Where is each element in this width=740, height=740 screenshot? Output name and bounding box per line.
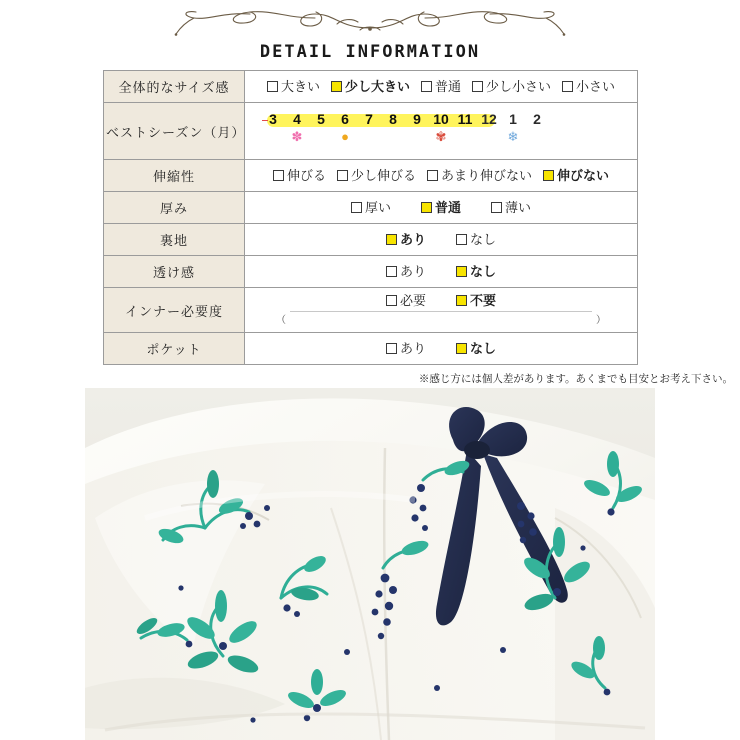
season-month: 1 <box>509 111 517 127</box>
season-month: 4 <box>293 111 301 127</box>
option-stretch-little[interactable]: あまり伸びない <box>427 169 532 182</box>
checkbox-icon[interactable] <box>427 170 438 181</box>
option-stretch-yes[interactable]: 伸びる <box>273 169 326 182</box>
inner-necessity-note-field <box>276 311 606 326</box>
row-value-thickness <box>245 192 638 224</box>
option-lining-no[interactable]: なし <box>456 233 496 246</box>
checkbox-icon[interactable] <box>456 234 467 245</box>
table-row <box>104 256 638 288</box>
detail-information-table-wrap <box>103 70 637 365</box>
table-row <box>104 333 638 365</box>
season-month: 9 <box>413 111 421 127</box>
option-inner-not-required[interactable]: 不要 <box>456 294 496 307</box>
option-group-pocket <box>249 342 633 355</box>
option-group-sheerness <box>249 265 633 278</box>
option-thickness-thin[interactable]: 薄い <box>491 201 531 214</box>
season-month: 5 <box>317 111 325 127</box>
option-group-inner-necessity <box>249 294 633 307</box>
option-group-thickness <box>249 201 633 214</box>
checkbox-icon[interactable] <box>267 81 278 92</box>
note-underline <box>290 311 592 312</box>
checkbox-icon[interactable] <box>337 170 348 181</box>
maple-leaf-icon: ✾ <box>435 129 447 144</box>
table-row <box>104 192 638 224</box>
season-month: 8 <box>389 111 397 127</box>
option-pocket-no[interactable]: なし <box>456 342 496 355</box>
row-value-inner-necessity <box>245 288 638 333</box>
sun-icon: ● <box>341 129 349 144</box>
option-thickness-thick[interactable]: 厚い <box>351 201 391 214</box>
checkbox-checked-icon[interactable] <box>456 343 467 354</box>
option-size-large[interactable]: 大きい <box>267 80 320 93</box>
table-row <box>104 103 638 160</box>
table-row <box>104 71 638 103</box>
checkbox-checked-icon[interactable] <box>386 234 397 245</box>
checkbox-checked-icon[interactable] <box>421 202 432 213</box>
row-label-stretch: 伸縮性 <box>104 160 245 192</box>
checkbox-icon[interactable] <box>386 295 397 306</box>
table-row <box>104 224 638 256</box>
season-month: 2 <box>533 111 541 127</box>
row-label-lining: 裏地 <box>104 224 245 256</box>
checkbox-checked-icon[interactable] <box>456 266 467 277</box>
checkbox-icon[interactable] <box>386 266 397 277</box>
checkbox-icon[interactable] <box>351 202 362 213</box>
checkbox-icon[interactable] <box>562 81 573 92</box>
season-month-labels <box>261 109 621 129</box>
checkbox-icon[interactable] <box>421 81 432 92</box>
row-label-size: 全体的なサイズ感 <box>104 71 245 103</box>
season-month: 3 <box>269 111 277 127</box>
option-pocket-yes[interactable]: あり <box>386 342 426 355</box>
option-inner-required[interactable]: 必要 <box>386 294 426 307</box>
checkbox-icon[interactable] <box>491 202 502 213</box>
option-size-small[interactable]: 小さい <box>562 80 615 93</box>
product-photo <box>85 388 655 740</box>
option-size-slightly-small[interactable]: 少し小さい <box>472 80 551 93</box>
product-photo-illustration <box>85 388 655 740</box>
option-sheerness-yes[interactable]: あり <box>386 265 426 278</box>
paren-right: ） <box>596 315 606 326</box>
row-label-thickness: 厚み <box>104 192 245 224</box>
row-label-best-season: ベストシーズン（月） <box>104 103 245 160</box>
snowflake-icon: ❄ <box>507 129 519 144</box>
floral-divider-ornament <box>0 4 740 38</box>
checkbox-icon[interactable] <box>386 343 397 354</box>
disclaimer-note: ※感じ方には個人差があります。あくまでも目安とお考え下さい。 <box>418 373 733 385</box>
row-value-lining <box>245 224 638 256</box>
option-group-lining <box>249 233 633 246</box>
table-row <box>104 288 638 333</box>
checkbox-checked-icon[interactable] <box>331 81 342 92</box>
option-size-normal[interactable]: 普通 <box>421 80 461 93</box>
option-size-slightly-large[interactable]: 少し大きい <box>331 80 410 93</box>
table-row <box>104 160 638 192</box>
checkbox-checked-icon[interactable] <box>456 295 467 306</box>
option-sheerness-no[interactable]: なし <box>456 265 496 278</box>
option-group-stretch <box>249 169 633 182</box>
row-label-pocket: ポケット <box>104 333 245 365</box>
option-thickness-normal[interactable]: 普通 <box>421 201 461 214</box>
season-month: 6 <box>341 111 349 127</box>
row-value-stretch <box>245 160 638 192</box>
season-month: 10 <box>433 111 449 127</box>
page-title: DETAIL INFORMATION <box>259 42 481 62</box>
row-label-inner-necessity: インナー必要度 <box>104 288 245 333</box>
season-month: 11 <box>457 111 473 127</box>
flower-icon: ✽ <box>291 129 303 144</box>
option-stretch-none[interactable]: 伸びない <box>543 169 609 182</box>
season-month: 12 <box>481 111 497 127</box>
row-value-best-season <box>245 103 638 160</box>
checkbox-checked-icon[interactable] <box>543 170 554 181</box>
checkbox-icon[interactable] <box>472 81 483 92</box>
option-stretch-slight[interactable]: 少し伸びる <box>337 169 416 182</box>
season-month: 7 <box>365 111 373 127</box>
paren-left: （ <box>276 315 286 326</box>
row-value-pocket <box>245 333 638 365</box>
row-label-sheerness: 透け感 <box>104 256 245 288</box>
option-lining-yes[interactable]: あり <box>386 233 426 246</box>
season-icon-row <box>261 129 621 145</box>
row-value-size <box>245 71 638 103</box>
season-timeline <box>261 109 621 153</box>
row-value-sheerness <box>245 256 638 288</box>
checkbox-icon[interactable] <box>273 170 284 181</box>
detail-information-table <box>103 70 638 365</box>
option-group-size <box>249 80 633 93</box>
